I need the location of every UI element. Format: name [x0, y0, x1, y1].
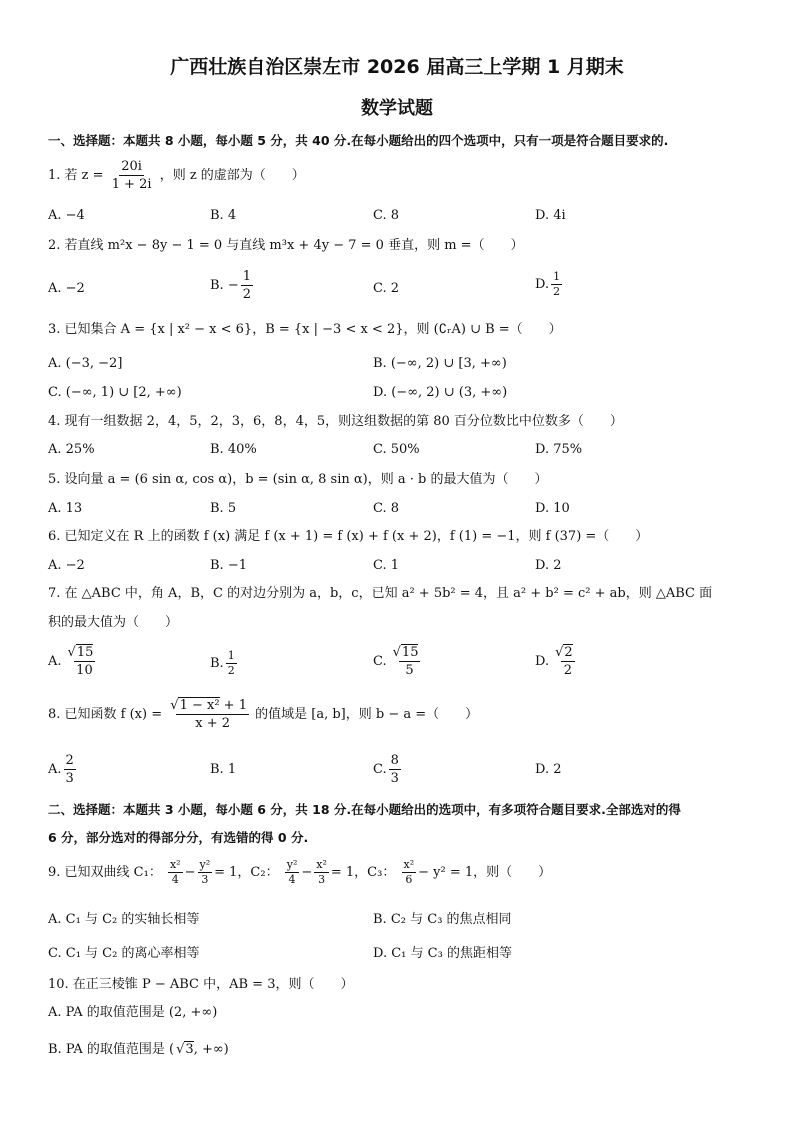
q10-option-b: B. PA 的取值范围是 ( √ 3, +∞)	[48, 1040, 229, 1060]
q8-option-c: C. $\frac{8}{3}$	[373, 753, 399, 786]
q3-option-a: A. (−3, −2]	[48, 356, 123, 371]
q2-option-a: A. −2	[48, 281, 85, 296]
q6-option-d: D. 2	[535, 558, 562, 573]
question-3: 3. 已知集合 A = {x | x² − x < 6}，B = {x | −3 < x < 2}，则 (∁ᵣA) ∪ B =（ ）	[48, 322, 562, 337]
q8-option-a: A. $\frac{2}{3}$	[48, 753, 74, 786]
q1-option-b: B. 4	[210, 208, 237, 223]
exam-title: 广西壮族自治区崇左市 2026 届高三上学期 1 月期末	[170, 56, 624, 78]
fraction: $\frac{\text{x²}}{3}$	[316, 858, 327, 886]
fraction: $\frac{\text{x²}}{4}$	[169, 858, 181, 886]
question-5: 5. 设向量 a = (6 sin α, cos α)，b = (sin α, 8 sin α)，则 a · b 的最大值为（ ）	[48, 472, 548, 487]
q5-option-a: A. 13	[48, 501, 83, 516]
q1-option-c: C. 8	[373, 208, 400, 223]
section-2-instructions: 二、选择题：本题共 3 小题，每小题 6 分，共 18 分.在每小题给出的选项中，有多项符合题目要求.全部选对的得	[48, 802, 681, 817]
q1-option-d: D. 4i	[535, 208, 566, 223]
question-2: 2. 若直线 m²x − 8y − 1 = 0 与直线 m³x + 4y − 7 = 0 垂直，则 m =（ ）	[48, 238, 524, 253]
q9-option-a: A. C₁ 与 C₂ 的实轴长相等	[48, 912, 200, 927]
question-1: 1. 若 z = $\frac{20i}{1 + 2i}$ ，则 z 的虚部为（ ）	[48, 159, 305, 192]
q3-option-b: B. (−∞, 2) ∪ [3, +∞)	[373, 356, 507, 371]
q7-option-b: B. $\frac{1}{2}$	[210, 649, 235, 677]
exam-subtitle: 数学试题	[361, 98, 433, 119]
q8-option-b: B. 1	[210, 762, 237, 777]
q9-option-d: D. C₁ 与 C₃ 的焦距相等	[373, 946, 512, 961]
fraction: $\frac{\text{y²}}{4}$	[286, 858, 298, 886]
question-4: 4. 现有一组数据 2，4，5，2，3，6，8，4，5，则这组数据的第 80 百分位数比中位数多（ ）	[48, 414, 623, 429]
fraction: $\frac{2}{3}$	[65, 753, 74, 786]
q2-option-c: C. 2	[373, 281, 400, 296]
fraction: √ $\frac{2}{2}$	[561, 644, 575, 679]
q5-option-d: D. 10	[535, 501, 570, 516]
q3-option-c: C. (−∞, 1) ∪ [2, +∞)	[48, 385, 182, 400]
q1-option-a: A. −4	[48, 208, 85, 223]
fraction: √ $\frac{15}{5}$	[399, 644, 421, 679]
question-10: 10. 在正三棱锥 P − ABC 中，AB = 3，则（ ）	[48, 977, 354, 992]
question-9: 9. 已知双曲线 C₁： $\frac{\text{x²}}{4}$ − $\frac{\text{y²}}{3}$ = 1，C₂： $\frac{\text{y²}}{4}$ − $\frac{\text{x²}}{3}$ = 1，C₃： $\frac{\text{x²}}{6}$ − y² = 1，则（ ）	[48, 858, 552, 886]
q7-option-d: D. √ $\frac{2}{2}$	[535, 644, 577, 679]
q2-option-d: D. $\frac{1}{2}$	[535, 270, 561, 298]
q6-option-a: A. −2	[48, 558, 85, 573]
fraction: √ $\frac{15}{10}$	[74, 644, 96, 679]
q8-option-d: D. 2	[535, 762, 562, 777]
fraction: $\frac{8}{3}$	[390, 753, 399, 786]
question-7-line-1: 7. 在 △ABC 中，角 A，B，C 的对边分别为 a，b，c，已知 a² + 5b² = 4，且 a² + b² = c² + ab，则 △ABC 面	[48, 586, 713, 601]
q3-option-d: D. (−∞, 2) ∪ (3, +∞)	[373, 385, 508, 400]
q10-option-a: A. PA 的取值范围是 (2, +∞)	[48, 1005, 218, 1020]
fraction: $\frac{1}{2}$	[553, 270, 561, 298]
fraction: $\frac{\text{y²}}{3}$	[199, 858, 211, 886]
section-1-instructions: 一、选择题：本题共 8 小题，每小题 5 分，共 40 分.在每小题给出的四个选项中，只有一项是符合题目要求的.	[48, 133, 669, 148]
question-8: 8. 已知函数 f (x) = √ $\frac{\text{1 − x² + 1}}{x + 2}$ 的值域是 [a, b]，则 b − a =（ ）	[48, 697, 478, 732]
q4-option-a: A. 25%	[48, 442, 95, 457]
q6-option-b: B. −1	[210, 558, 247, 573]
q4-option-c: C. 50%	[373, 442, 420, 457]
fraction: $\frac{\text{x²}}{6}$	[403, 858, 415, 886]
q4-option-b: B. 40%	[210, 442, 257, 457]
question-7-line-2: 积的最大值为（ ）	[48, 615, 179, 630]
q5-option-c: C. 8	[373, 501, 400, 516]
q2-option-b: B. − $\frac{1}{2}$	[210, 269, 251, 302]
section-2-instructions-cont: 6 分，部分选对的得部分分，有选错的得 0 分.	[48, 830, 309, 845]
fraction: $\frac{1}{2}$	[227, 649, 235, 677]
q7-option-a: A. √ $\frac{15}{10}$	[48, 644, 97, 679]
q9-option-c: C. C₁ 与 C₂ 的离心率相等	[48, 946, 200, 961]
q9-option-b: B. C₂ 与 C₃ 的焦点相同	[373, 912, 512, 927]
q7-option-c: C. √ $\frac{15}{5}$	[373, 644, 422, 679]
fraction: $\frac{1}{2}$	[242, 269, 251, 302]
fraction: √ $\frac{\text{1 − x² + 1}}{x + 2}$	[176, 697, 249, 732]
q4-option-d: D. 75%	[535, 442, 583, 457]
fraction: $\frac{20i}{1 + 2i}$	[111, 159, 152, 192]
question-6: 6. 已知定义在 R 上的函数 f (x) 满足 f (x + 1) = f (x) + f (x + 2)，f (1) = −1，则 f (37) =（ ）	[48, 529, 649, 544]
q6-option-c: C. 1	[373, 558, 400, 573]
q5-option-b: B. 5	[210, 501, 237, 516]
